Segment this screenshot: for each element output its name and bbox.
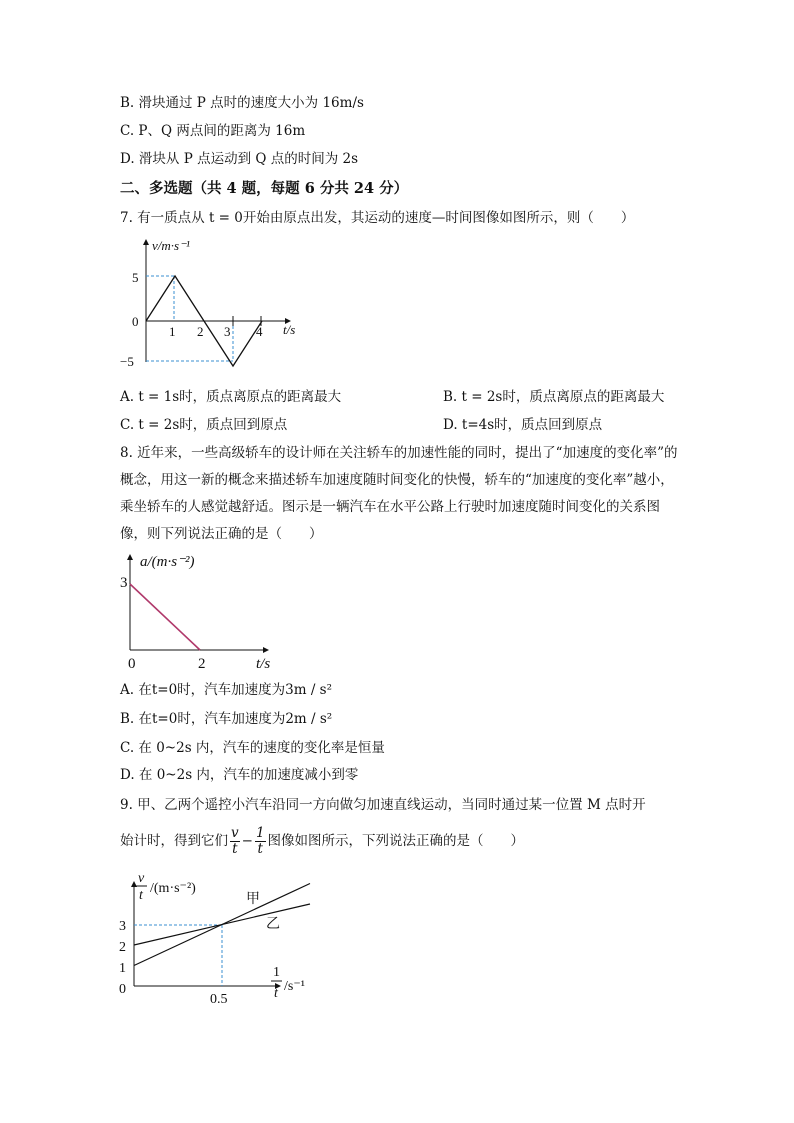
q9-x-label: /s⁻¹ [284, 979, 305, 994]
q9-stem-line2 [120, 825, 524, 857]
q7-xtick-3: 3 [224, 324, 231, 339]
q8-option-d: D. 在 0~2s 内，汽车的加速度减小到零 [120, 767, 359, 783]
q9-xtick-05: 0.5 [210, 992, 228, 1007]
q8-option-b: B. 在t=0时，汽车加速度为2m / s² [120, 711, 333, 727]
q6-option-b: B. 滑块通过 P 点时的速度大小为 16m/s [120, 95, 364, 111]
q7-option-c: C. t = 2s时，质点回到原点 [120, 417, 288, 433]
q9-ytick-3: 3 [119, 919, 126, 934]
q9-chart [116, 870, 316, 1010]
q7-y-label: v/m·s⁻¹ [152, 238, 190, 253]
q7-xtick-4: 4 [256, 324, 263, 339]
q9-y-label: /(m·s⁻²) [150, 881, 196, 896]
q8-x-label: t/s [256, 656, 271, 672]
q7-xtick-1: 1 [169, 324, 176, 339]
q7-ytick-5: 5 [132, 270, 139, 285]
q8-xtick-0: 0 [128, 656, 136, 672]
q8-option-c: C. 在 0~2s 内，汽车的速度的变化率是恒量 [120, 740, 385, 756]
q9-ytick-1: 1 [119, 961, 126, 976]
q8-at-line [130, 584, 200, 650]
q9-legend-jia: 甲 [246, 892, 260, 907]
q7-xtick-2: 2 [197, 324, 204, 339]
q9-y-frac-num: v [138, 871, 145, 886]
q7-option-a: A. t = 1s时，质点离原点的距离最大 [120, 389, 342, 405]
q9-frac-v-over-t: $\frac{v}{t}$ [231, 825, 239, 857]
q8-stem: 8. 近年来，一些高级轿车的设计师在关注轿车的加速性能的同时，提出了“加速度的变化率”的概念，用这一新的概念来描述轿车加速度随时间变化的快慢，轿车的“加速度的变化率”越小，乘坐轿车的人感觉越舒适。图示是一辆汽车在水平公路上行驶时加速度随时间变化的关系图像，则下列说法正确的是（ ） [120, 445, 678, 542]
section-title: 二、多选题（共 4 题，每题 6 分共 24 分） [120, 180, 409, 197]
q8-ytick-3: 3 [120, 575, 128, 591]
q7-chart [120, 232, 320, 382]
q9-x-frac-den: t [274, 986, 278, 1001]
q9-stem-part-a: 始计时，得到它们 [120, 833, 228, 849]
q8-option-a: A. 在t=0时，汽车加速度为3m / s² [120, 682, 333, 698]
q9-stem-line1: 9. 甲、乙两个遥控小汽车沿同一方向做匀加速直线运动，当同时通过某一位置 M 点时开 [120, 797, 646, 813]
q7-option-b: B. t = 2s时，质点离原点的距离最大 [443, 389, 665, 405]
q6-option-d: D. 滑块从 P 点运动到 Q 点的时间为 2s [120, 151, 359, 167]
q7-ytick-neg5: −5 [120, 354, 134, 369]
q9-stem-part-b: 图像如图所示，下列说法正确的是（ ） [267, 833, 525, 849]
q8-y-label: a/(m·s⁻²) [140, 554, 195, 570]
q9-frac-1-over-t: $\frac{1}{t}$ [255, 825, 265, 857]
q9-legend-yi: 乙 [266, 917, 280, 932]
q7-x-label: t/s [283, 322, 296, 337]
q8-chart [118, 549, 288, 675]
q7-stem: 7. 有一质点从 t = 0开始由原点出发，其运动的速度—时间图像如图所示，则（ ） [120, 210, 635, 226]
q8-xtick-2: 2 [198, 656, 206, 672]
q9-dash: − [241, 833, 253, 849]
q7-option-d: D. t=4s时，质点回到原点 [443, 417, 603, 433]
q6-option-c: C. P、Q 两点间的距离为 16m [120, 123, 306, 139]
q9-ytick-2: 2 [119, 940, 126, 955]
q9-y-frac-den: t [139, 888, 143, 903]
q9-ytick-0: 0 [119, 982, 126, 997]
q7-ytick-0: 0 [132, 314, 139, 329]
q9-x-frac-num: 1 [273, 965, 280, 980]
